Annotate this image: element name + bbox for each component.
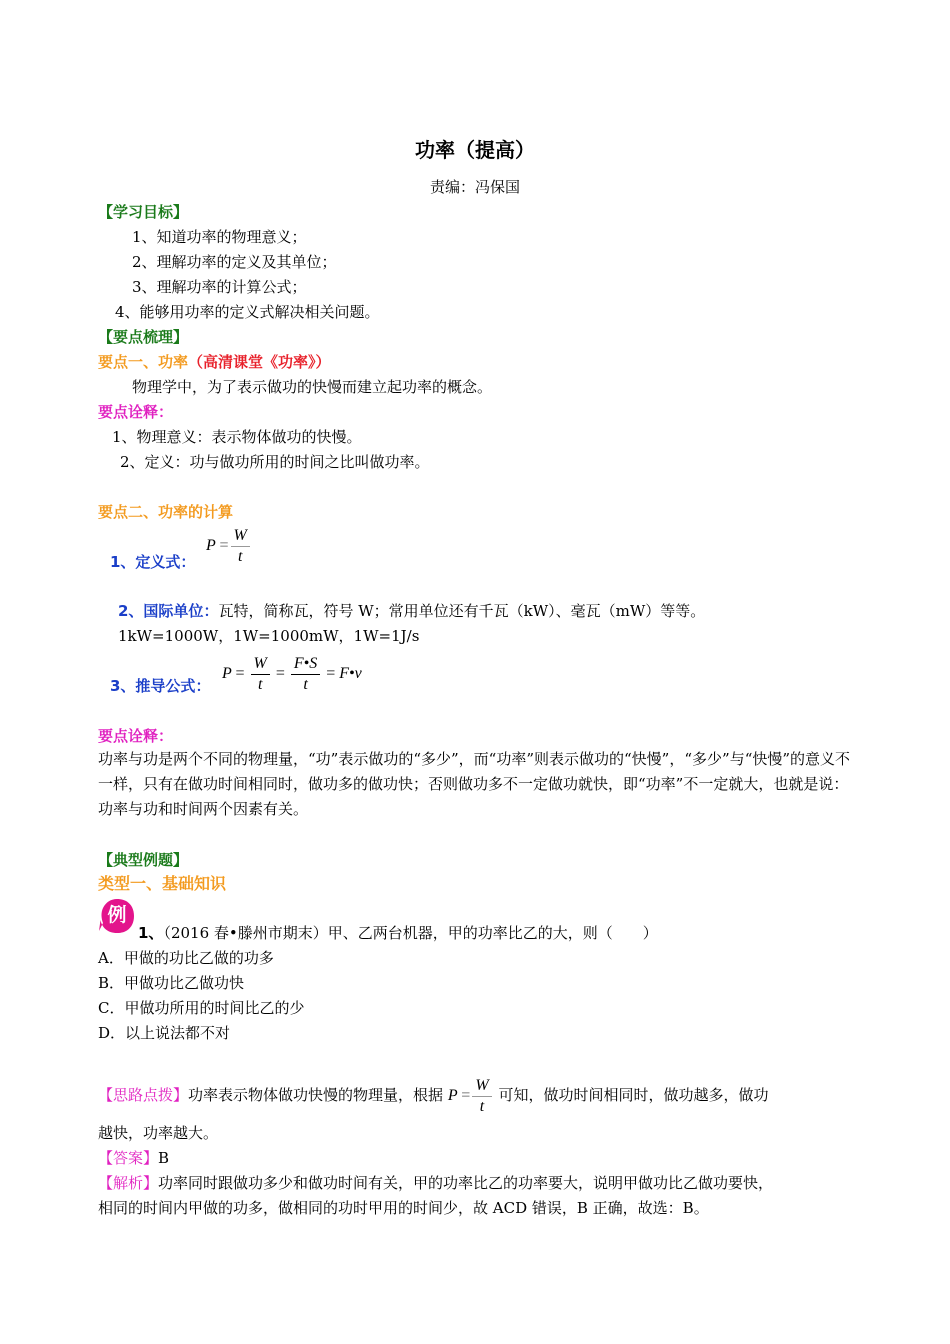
point1-body: 物理学中，为了表示做功的快慢而建立起功率的概念。 <box>132 378 493 396</box>
point1-note-header: 要点诠释： <box>98 403 174 421</box>
formula-P: P <box>206 537 216 555</box>
hint-formula <box>447 1076 494 1115</box>
formula-eq: = <box>461 1087 471 1104</box>
def-formula <box>206 526 252 567</box>
objective-item: 3、理解功率的计算公式； <box>132 278 307 296</box>
formula-eq: = <box>275 665 285 682</box>
objective-item: 1、知道功率的物理意义； <box>132 228 307 246</box>
derived-formula-label: 3、推导公式： <box>110 677 211 695</box>
formula-eq: = <box>235 665 245 682</box>
fraction-W-over-t <box>231 526 250 567</box>
point1-note: 1、物理意义：表示物体做功的快慢。 <box>112 428 362 446</box>
hint-line2: 越快，功率越大。 <box>98 1124 219 1142</box>
hint-text-before: 功率表示物体做功快慢的物理量，根据 <box>188 1086 444 1104</box>
objective-item: 4、能够用功率的定义式解决相关问题。 <box>115 303 380 321</box>
point1-heading-text: 要点一、功率 <box>98 353 189 371</box>
objective-item: 2、理解功率的定义及其单位； <box>132 253 337 271</box>
option-c: C．甲做功所用的时间比乙的少 <box>98 999 305 1017</box>
unit-text: 瓦特，简称瓦，符号 W；常用单位还有千瓦（kW）、毫瓦（mW）等等。 <box>218 602 706 620</box>
point2-heading: 要点二、功率的计算 <box>98 503 234 521</box>
formula-t: t <box>479 1097 485 1115</box>
analysis-line2: 相同的时间内甲做的功多，做相同的功时甲用的时间少，故 ACD 错误，B 正确，故选：B。 <box>98 1199 709 1217</box>
formula-W: W <box>472 1076 491 1097</box>
point1-heading-link[interactable]: （高清课堂《功率》） <box>188 353 331 371</box>
formula-W: W <box>231 526 250 547</box>
example-badge <box>98 897 136 935</box>
question-number: 1、 <box>138 924 164 942</box>
editor-line: 责编：冯保国 <box>429 178 520 196</box>
formula-eq: = <box>219 537 229 555</box>
examples-header: 【典型例题】 <box>98 851 189 869</box>
def-formula-label: 1、定义式： <box>110 553 196 571</box>
fraction-W-over-t <box>251 654 270 695</box>
option-a: A．甲做的功比乙做的功多 <box>98 949 274 967</box>
analysis-label: 【解析】 <box>98 1174 159 1192</box>
formula-t: t <box>257 675 263 693</box>
answer-line <box>98 1148 169 1168</box>
option-d: D．以上说法都不对 <box>98 1024 231 1042</box>
question-line <box>138 923 658 943</box>
formula-FS: F•S <box>291 654 320 675</box>
point1-heading <box>98 352 331 372</box>
unit-line <box>118 601 705 621</box>
question-text: （2016 春•滕州市期末）甲、乙两台机器，甲的功率比乙的大，则（ ） <box>163 924 658 942</box>
analysis-line1 <box>98 1173 773 1193</box>
hint-line <box>98 1072 768 1119</box>
analysis-text: 功率同时跟做功多少和做功时间有关，甲的功率比乙的功率要大，说明甲做功比乙做功要快， <box>158 1174 774 1192</box>
unit-conversion: 1kW=1000W，1W=1000mW，1W=1J/s <box>118 627 420 645</box>
answer-value: B <box>158 1149 170 1167</box>
point1-note: 2、定义：功与做功所用的时间之比叫做功率。 <box>120 453 430 471</box>
formula-W: W <box>251 654 270 675</box>
formula-P: P <box>222 665 232 682</box>
formula-t: t <box>303 675 308 693</box>
formula-Fv: F•v <box>339 665 362 682</box>
derived-formula <box>222 652 362 696</box>
answer-label: 【答案】 <box>98 1149 159 1167</box>
example-badge-text: 例 <box>107 904 127 926</box>
point2-note-header: 要点诠释： <box>98 727 174 745</box>
unit-label: 2、国际单位： <box>118 602 219 620</box>
formula-P: P <box>447 1087 458 1104</box>
point2-note-body: 功率与功是两个不同的物理量，“功”表示做功的“多少”，而“功率”则表示做功的“快慢”，“多少”与“快慢”的意义不一样，只有在做功时间相同时，做功多的做功快；否则做功多不一定做功就快，即“功率”不一定就大，也就是说：功率与功和时间两个因素有关。 <box>98 750 851 818</box>
formula-eq: = <box>326 665 336 682</box>
fraction-FS-over-t <box>291 654 320 695</box>
fraction-W-over-t <box>472 1076 491 1117</box>
page-title: 功率（提高） <box>415 138 535 162</box>
summary-header: 【要点梳理】 <box>98 328 189 346</box>
hint-text-after: 可知，做功时间相同时，做功越多，做功 <box>498 1086 769 1104</box>
formula-t: t <box>237 548 243 565</box>
type1-heading: 类型一、基础知识 <box>98 874 227 893</box>
hint-label: 【思路点拨】 <box>98 1086 189 1104</box>
option-b: B．甲做功比乙做功快 <box>98 974 245 992</box>
objectives-header: 【学习目标】 <box>98 203 189 221</box>
